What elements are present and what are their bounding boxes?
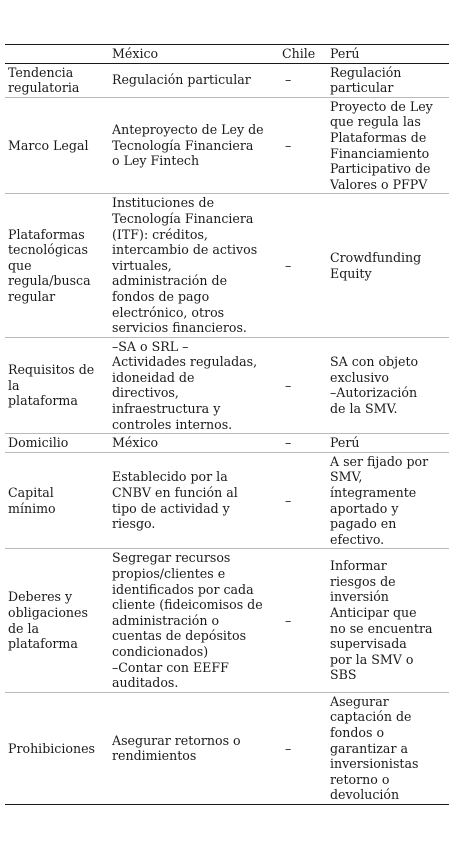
peru-cell: Crowdfunding Equity [327,194,449,337]
chile-cell: – [279,337,327,434]
row-label-cell: Domicilio [5,434,109,453]
peru-cell: A ser fijado por SMV, íntegramente aportado y pagado en efectivo. [327,452,449,549]
row-label-cell: Requisitos de la plataforma [5,337,109,434]
row-label-cell: Capital mínimo [5,452,109,549]
row-label-cell: Prohibiciones [5,692,109,804]
row-label-cell: Marco Legal [5,97,109,194]
mexico-cell: Segregar recursos propios/clientes e identificados por cada cliente (fideicomisos de administración o cuentas de depósitos condicionados) –Contar con EEFF auditados. [109,549,279,692]
header-cell-peru: Perú [327,45,449,64]
mexico-cell: Asegurar retornos o rendimientos [109,692,279,804]
mexico-cell: Anteproyecto de Ley de Tecnología Financiera o Ley Fintech [109,97,279,194]
table-row [5,452,449,549]
chile-cell: – [279,692,327,804]
chile-cell: – [279,63,327,97]
comparison-table [5,44,449,805]
row-label-cell: Tendencia regulatoria [5,63,109,97]
chile-cell: – [279,434,327,453]
chile-cell: – [279,549,327,692]
peru-cell: Informar riesgos de inversión Anticipar que no se encuentra supervisada por la SMV o SBS [327,549,449,692]
header-cell-empty [5,45,109,64]
mexico-cell: Establecido por la CNBV en función al tipo de actividad y riesgo. [109,452,279,549]
chile-cell: – [279,452,327,549]
table-row [5,549,449,692]
mexico-cell: México [109,434,279,453]
header-row [5,45,449,64]
table-row [5,692,449,804]
peru-cell: SA con objeto exclusivo –Autorización de la SMV. [327,337,449,434]
peru-cell: Regulación particular [327,63,449,97]
row-label-cell: Plataformas tecnológicas que regula/busca regular [5,194,109,337]
header-cell-mexico: México [109,45,279,64]
table-row [5,97,449,194]
table-row [5,63,449,97]
peru-cell: Perú [327,434,449,453]
mexico-cell: Instituciones de Tecnología Financiera (ITF): créditos, intercambio de activos virtuales, administración de fondos de pago electrónico, otros servicios financieros. [109,194,279,337]
row-label-cell: Deberes y obligaciones de la plataforma [5,549,109,692]
table-body [5,63,449,804]
table-row [5,337,449,434]
table-row [5,194,449,337]
header-cell-chile: Chile [279,45,327,64]
table-row [5,434,449,453]
peru-cell: Proyecto de Ley que regula las Plataformas de Financiamiento Participativo de Valores o PFPV [327,97,449,194]
mexico-cell: –SA o SRL – Actividades reguladas, idoneidad de directivos, infraestructura y controles internos. [109,337,279,434]
chile-cell: – [279,97,327,194]
peru-cell: Asegurar captación de fondos o garantizar a inversionistas retorno o devolución [327,692,449,804]
chile-cell: – [279,194,327,337]
mexico-cell: Regulación particular [109,63,279,97]
